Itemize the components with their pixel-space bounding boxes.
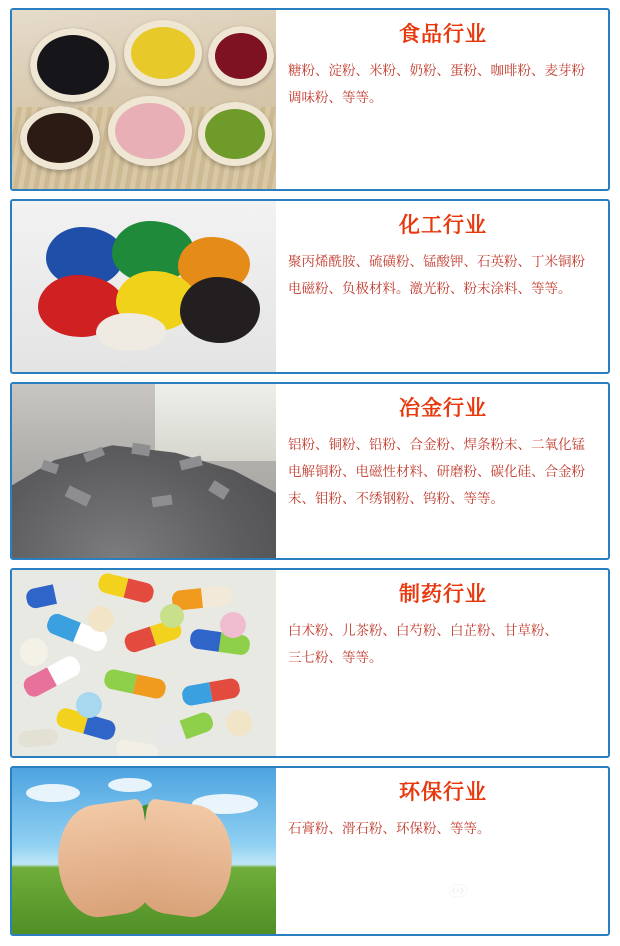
photo-decoration <box>17 728 58 748</box>
photo-decoration <box>220 612 246 638</box>
brand-pinyin: DAHAN <box>342 923 397 935</box>
environmental-industry-text <box>276 768 608 934</box>
photo-decoration <box>96 313 166 351</box>
food-industry-desc <box>288 57 598 111</box>
dahan-logo-icon: ⚭ <box>443 872 472 912</box>
photo-decoration <box>181 677 242 707</box>
desc-line: 电磁粉、负极材料。激光粉、粉末涂料、等等。 <box>288 281 572 297</box>
photo-decoration <box>96 572 155 605</box>
metallurgy-industry-desc <box>288 431 598 512</box>
photo-decoration <box>226 710 252 736</box>
chemical-industry-photo <box>12 201 276 372</box>
photo-decoration <box>108 778 152 792</box>
environmental-industry-desc <box>288 815 598 842</box>
desc-line: 铝粉、铜粉、铅粉、合金粉、焊条粉末、二氧化锰 <box>288 437 585 453</box>
photo-decoration <box>26 784 80 802</box>
pharmaceutical-industry-text <box>276 570 608 756</box>
desc-line: 白术粉、儿茶粉、白芍粉、白芷粉、甘草粉、 <box>288 623 558 639</box>
desc-line: 糖粉、淀粉、米粉、奶粉、蛋粉、咖啡粉、麦芽粉 <box>288 63 585 79</box>
photo-decoration <box>103 668 168 700</box>
desc-line: 聚丙烯酰胺、硫磺粉、锰酸钾、石英粉、丁米铜粉 <box>288 254 585 270</box>
photo-decoration <box>30 28 116 102</box>
photo-decoration <box>133 798 240 922</box>
photo-decoration <box>155 384 276 461</box>
brand-phone: 0373-2682333 <box>406 913 608 938</box>
metallurgy-industry-title: 冶金行业 <box>399 397 487 420</box>
industry-card-pharmaceutical <box>10 568 610 758</box>
food-industry-title: 食品行业 <box>399 23 487 46</box>
photo-decoration <box>208 26 274 86</box>
chemical-industry-desc <box>288 248 598 302</box>
photo-decoration <box>108 96 192 166</box>
photo-decoration <box>20 638 48 666</box>
photo-decoration <box>88 606 114 632</box>
metallurgy-industry-photo <box>12 384 276 558</box>
desc-line: 末、钼粉、不绣钢粉、钨粉、等等。 <box>288 491 504 507</box>
photo-decoration <box>76 692 102 718</box>
food-industry-text <box>276 10 608 189</box>
brand-name: 大汉机械 <box>480 875 608 908</box>
photo-decoration <box>150 710 215 750</box>
photo-decoration <box>180 277 260 343</box>
desc-line: 电解铜粉、电磁性材料、研磨粉、碳化硅、合金粉 <box>288 464 585 480</box>
photo-decoration <box>20 106 100 170</box>
industry-card-food <box>10 8 610 191</box>
pharmaceutical-industry-photo <box>12 570 276 756</box>
industry-card-environmental <box>10 766 610 936</box>
environmental-industry-photo <box>12 768 276 934</box>
desc-line: 调味粉、等等。 <box>288 90 383 106</box>
industry-card-chemical <box>10 199 610 374</box>
chemical-industry-text <box>276 201 608 372</box>
food-industry-photo <box>12 10 276 189</box>
photo-decoration <box>115 738 159 756</box>
photo-decoration <box>160 604 184 628</box>
photo-decoration <box>124 20 202 86</box>
photo-decoration <box>25 578 86 610</box>
metallurgy-industry-text <box>276 384 608 558</box>
chemical-industry-title: 化工行业 <box>399 214 487 237</box>
environmental-industry-title: 环保行业 <box>399 781 487 804</box>
industry-card-metallurgy <box>10 382 610 560</box>
desc-line: 石膏粉、滑石粉、环保粉、等等。 <box>288 821 491 837</box>
pharmaceutical-industry-desc <box>288 617 598 671</box>
photo-decoration <box>198 102 272 166</box>
pharmaceutical-industry-title: 制药行业 <box>399 583 487 606</box>
desc-line: 三七粉、等等。 <box>288 650 383 666</box>
